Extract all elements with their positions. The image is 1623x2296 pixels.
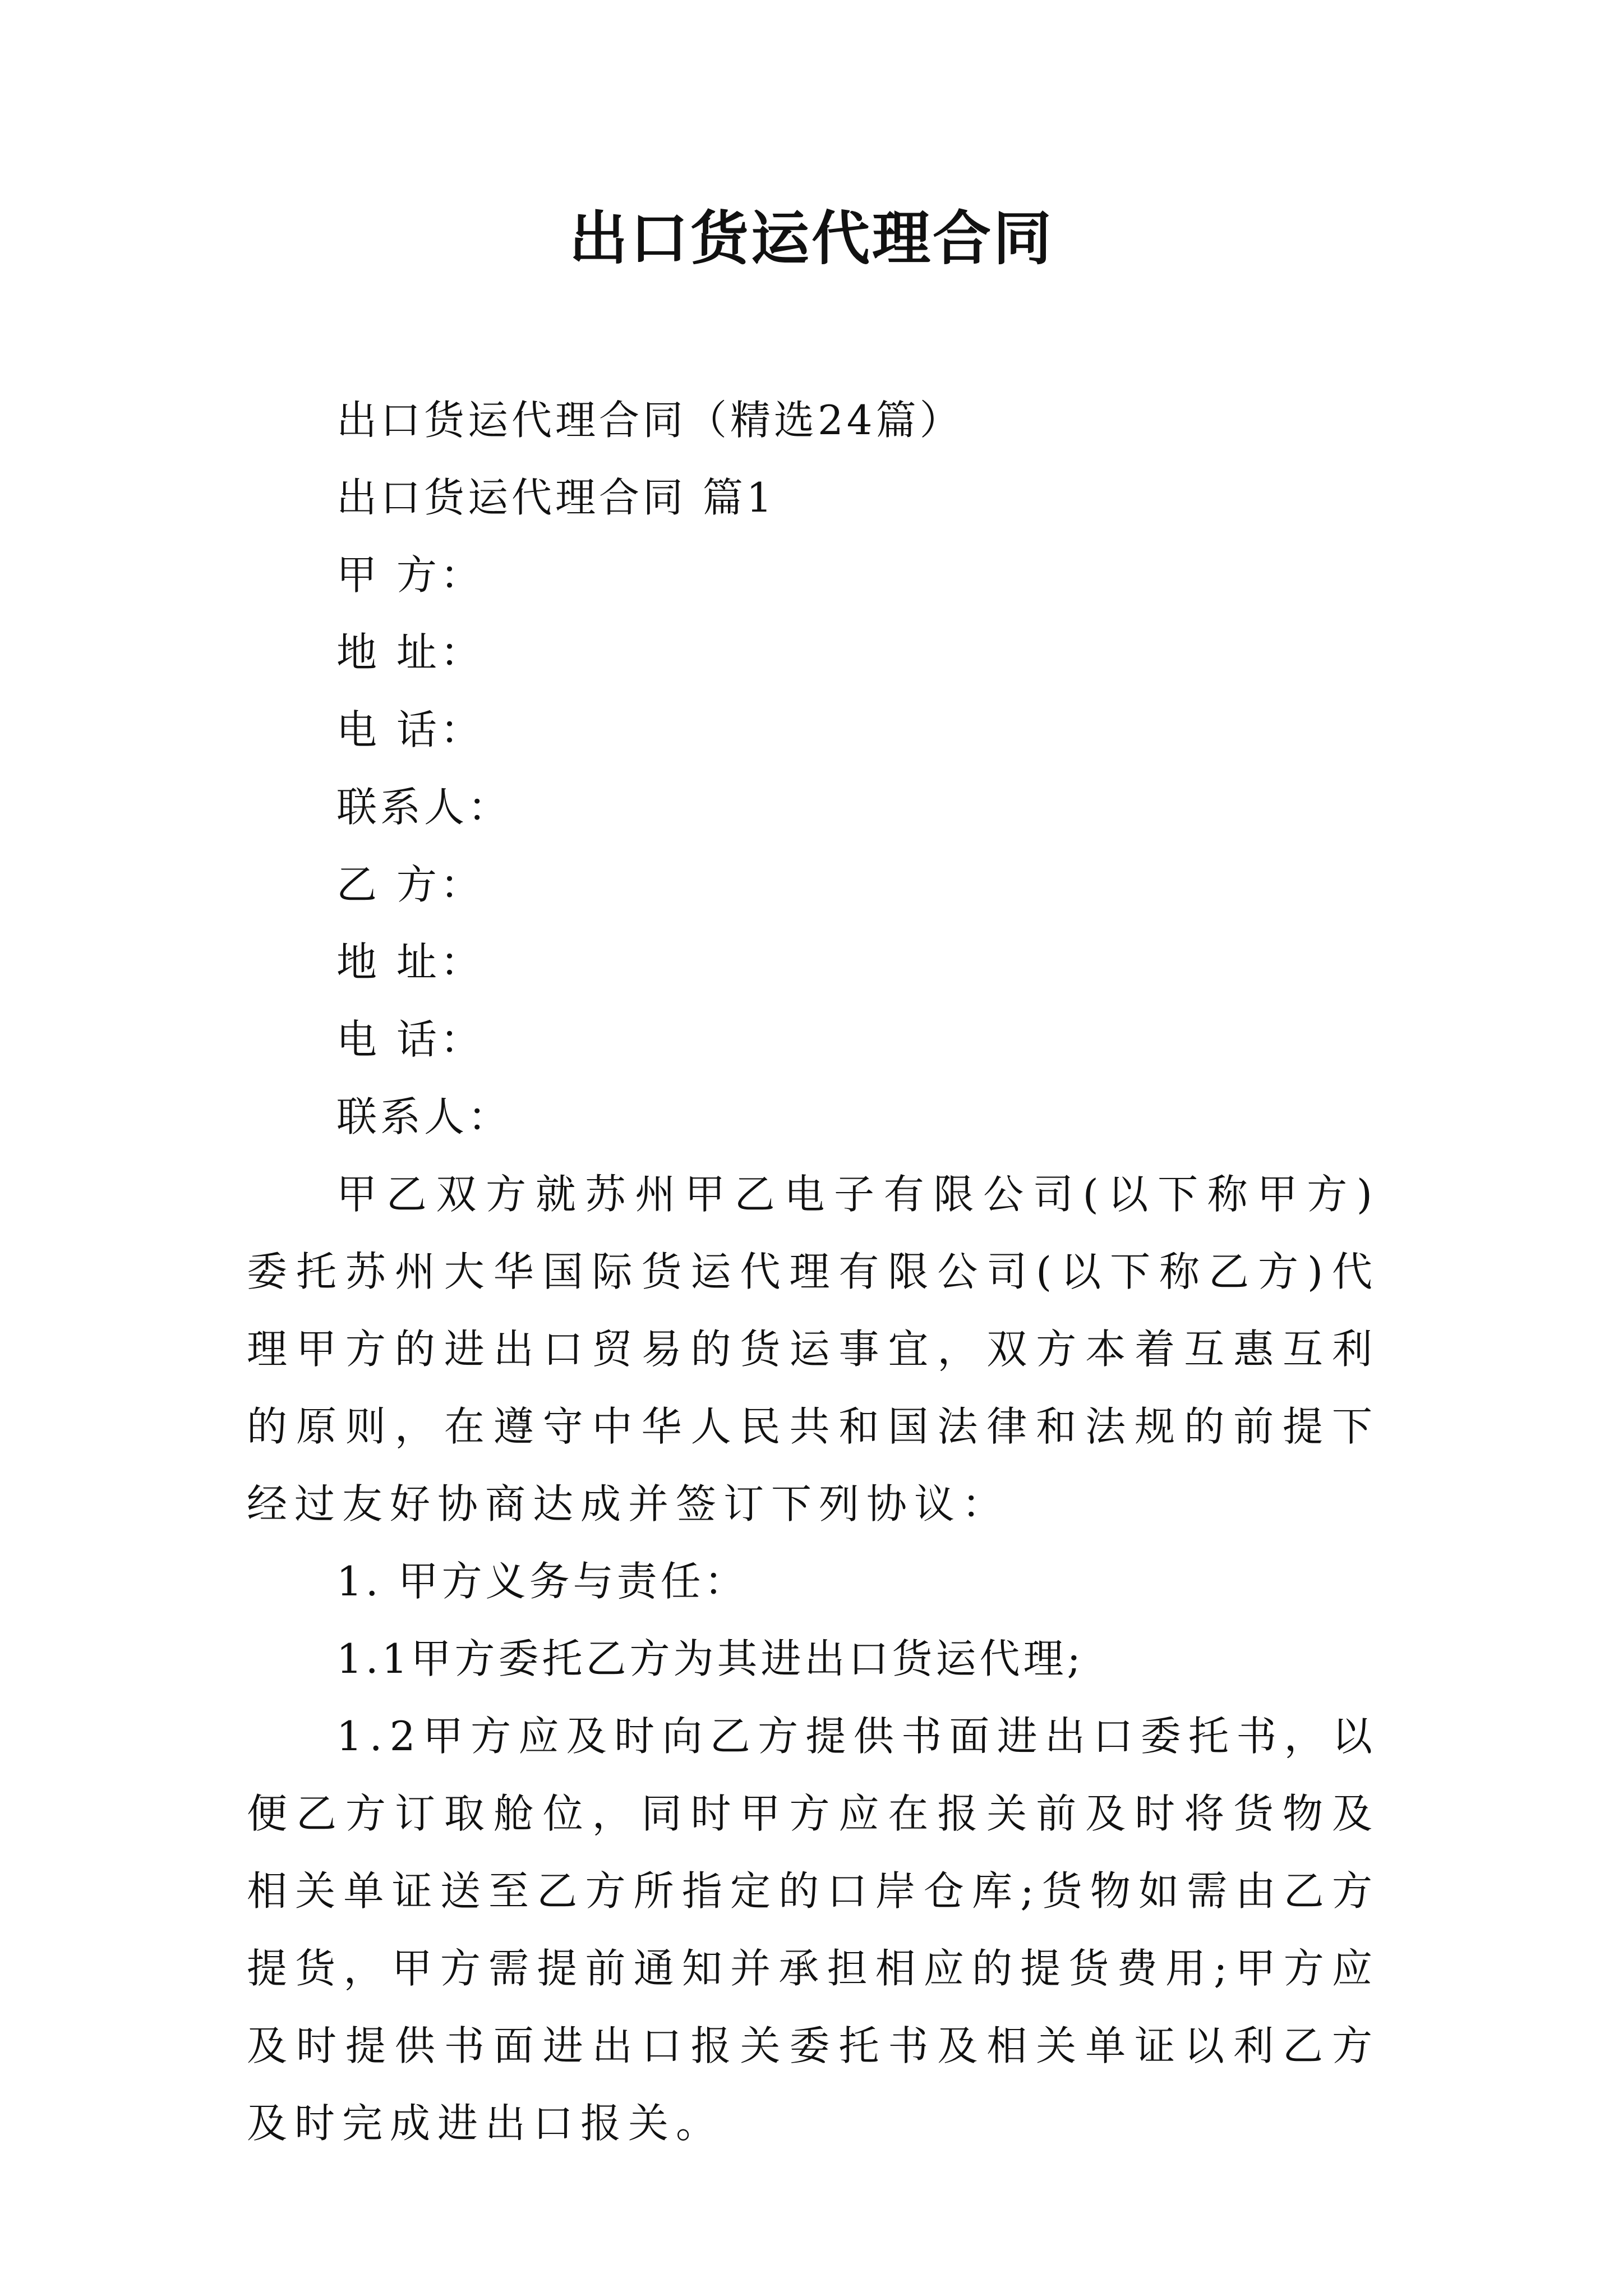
intro-paragraph: 甲乙双方就苏州甲乙电子有限公司(以下称甲方)委托苏州大华国际货运代理有限公司(以下称乙方)代理甲方的进出口贸易的货运事宜，双方本着互惠互利的原则，在遵守中华人民共和国法律和法规的前提下经过友好协商达成并签订下列协议：: [247, 1171, 1380, 1527]
party-a-name-label: 甲 方：: [336, 551, 484, 599]
party-a-address-label: 地 址：: [336, 629, 484, 676]
party-b-contact-label: 联系人：: [336, 1093, 512, 1140]
document-title: 出口货运代理合同: [569, 204, 1054, 273]
clause-1-1: 1.1甲方委托乙方为其进出口货运代理;: [336, 1635, 1084, 1682]
document-subtitle: 出口货运代理合同（精选24篇）: [336, 397, 963, 444]
clause-1-2: 1.2甲方应及时向乙方提供书面进出口委托书，以便乙方订取舱位，同时甲方应在报关前及时将货物及相关单证送至乙方所指定的口岸仓库;货物如需由乙方提货，甲方需提前通知并承担相应的提货费用;甲方应及时提供书面进出口报关委托书及相关单证以利乙方及时完成进出口报关。: [247, 1713, 1380, 2147]
document-body: [247, 381, 1380, 2162]
party-b-phone-label: 电 话：: [336, 1016, 484, 1063]
clause-1-heading: 1. 甲方义务与责任：: [336, 1558, 748, 1605]
party-b-address-label: 地 址：: [336, 938, 484, 986]
party-b-name-label: 乙 方：: [336, 861, 484, 908]
party-a-phone-label: 电 话：: [336, 706, 484, 753]
section-heading: 出口货运代理合同 篇1: [336, 474, 776, 521]
party-a-contact-label: 联系人：: [336, 784, 512, 831]
